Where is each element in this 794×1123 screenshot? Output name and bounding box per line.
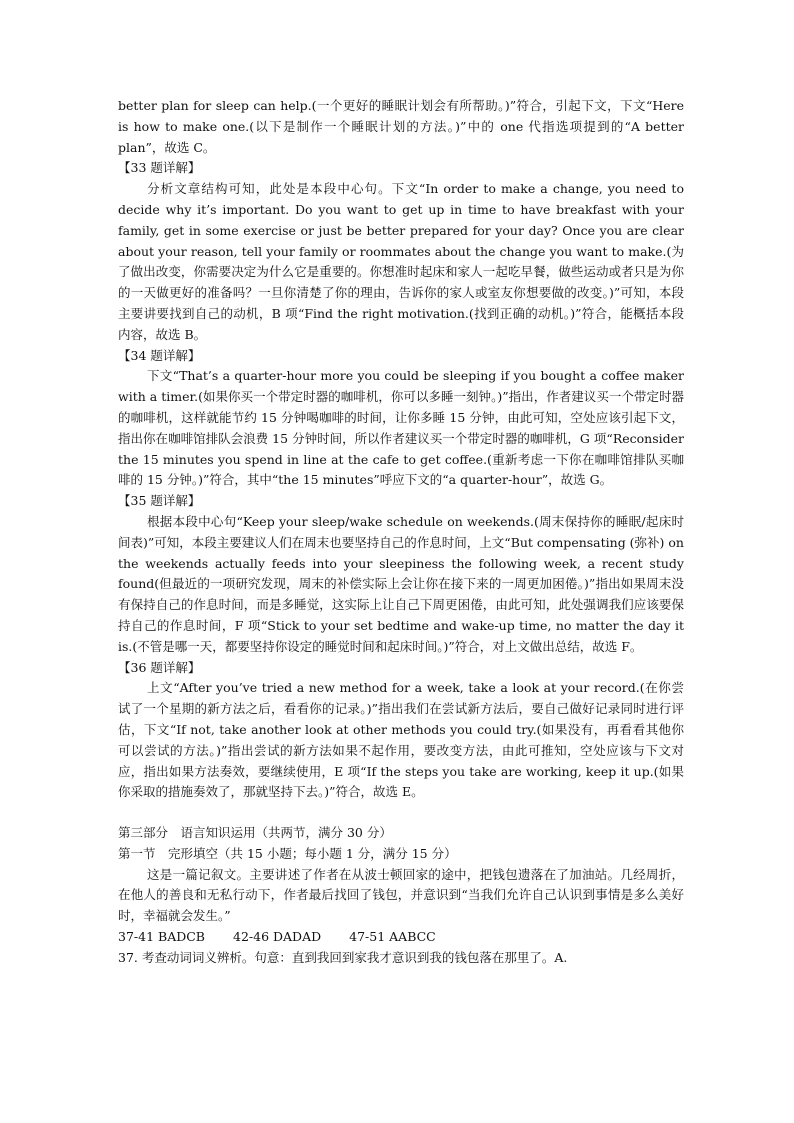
answer-group-2: 42-46 DADAD	[233, 929, 322, 945]
section-spacer	[118, 803, 684, 823]
answer-group-1: 37-41 BADCB	[118, 929, 205, 945]
q34-heading: 【34 题详解】	[118, 347, 201, 363]
part3-title: 第三部分 语言知识运用（共两节，满分 30 分）	[118, 825, 392, 841]
q35-explanation: 根据本段中心句“Keep your sleep/wake schedule on weekends.(周末保持你的睡眠/起床时间表)”可知，本段主要建议人们在周末也要坚持自己的作息时间，上文“But compensating (弥补) on the weekends actually feeds into your sleepiness the following week, a recent study found(但最近的一项研究发现，周末的补偿实际上会让你在接下来的一周更加困倦。)”指出如果周末没有保持自己的作息时间，而是多睡觉，这实际上让自己下周更困倦，由此可知，此处强调我们应该要保持自己的作息时间，F 项“Stick to your set bedtime and wake-up time, no matter the day it is.(不管是哪一天，都要坚持你设定的睡觉时间和起床时间。)”符合，对上文做出总结，故选 F。	[118, 513, 684, 654]
answer-group-3: 47-51 AABCC	[349, 929, 436, 945]
answer-key	[118, 927, 684, 948]
document-page	[118, 96, 684, 969]
q33-heading: 【33 题详解】	[118, 160, 201, 176]
cloze-intro: 这是一篇记叙文。主要讲述了作者在从波士顿回家的途中，把钱包遗落在了加油站。几经周折，在他人的善良和无私行动下，作者最后找回了钱包，并意识到“当我们允许自己认识到事情是多么美好时，幸福就会发生。”	[118, 866, 684, 924]
q34-explanation: 下文“That’s a quarter-hour more you could be sleeping if you bought a coffee maker with a timer.(如果你买一个带定时器的咖啡机，你可以多睡一刻钟。)”指出，作者建议买一个带定时器的咖啡机，这样就能节约 15 分钟喝咖啡的时间，让你多睡 15 分钟，由此可知，空处应该引起下文，指出你在咖啡馆排队会浪费 15 分钟时间，所以作者建议买一个带定时器的咖啡机，G 项“Reconsider the 15 minutes you spend in line at the cafe to get coffee.(重新考虑一下你在咖啡馆排队买咖啡的 15 分钟。)”符合，其中“the 15 minutes”呼应下文的“a quarter-hour”，故选 G。	[118, 368, 684, 488]
q35-heading: 【35 题详解】	[118, 493, 201, 509]
q36-explanation: 上文“After you’ve tried a new method for a week, take a look at your record.(在你尝试了一个星期的新方法之后，看看你的记录。)”指出我们在尝试新方法后，要自己做好记录同时进行评估，下文“If not, take another look at other methods you could try.(如果没有，再看看其他你可以尝试的方法。)”指出尝试的新方法如果不起作用，要改变方法，由此可推知，空处应该与下文对应，指出如果方法奏效，要继续使用，E 项“If the steps you take are working, keep it up.(如果你采取的措施奏效了，那就坚持下去。)”符合，故选 E。	[118, 680, 684, 800]
continued-paragraph: better plan for sleep can help.(一个更好的睡眠计划会有所帮助。)”符合，引起下文，下文“Here is how to make one.(以下是制作一个睡眠计划的方法。)”中的 one 代指选项提到的“A better plan”，故选 C。	[118, 98, 684, 155]
q33-explanation: 分析文章结构可知，此处是本段中心句。下文“In order to make a change, you need to decide why it’s important. Do you want to get up in time to have breakfast with your family, get in some exercise or just be better prepared for your day? Once you are clear about your reason, tell your family or roommates about the change you want to make.(为了做出改变，你需要决定为什么它是重要的。你想准时起床和家人一起吃早餐，做些运动或者只是为你的一天做更好的准备吗？一旦你清楚了你的理由，告诉你的家人或室友你想要做的改变。)”可知，本段主要讲要找到自己的动机，B 项“Find the right motivation.(找到正确的动机。)”符合，能概括本段内容，故选 B。	[118, 181, 684, 342]
q36-heading: 【36 题详解】	[118, 659, 201, 675]
q37-explanation: 37. 考查动词词义辨析。句意：直到我回到家我才意识到我的钱包落在那里了。A.	[118, 949, 568, 965]
section1-title: 第一节 完形填空（共 15 小题；每小题 1 分，满分 15 分）	[118, 845, 457, 861]
